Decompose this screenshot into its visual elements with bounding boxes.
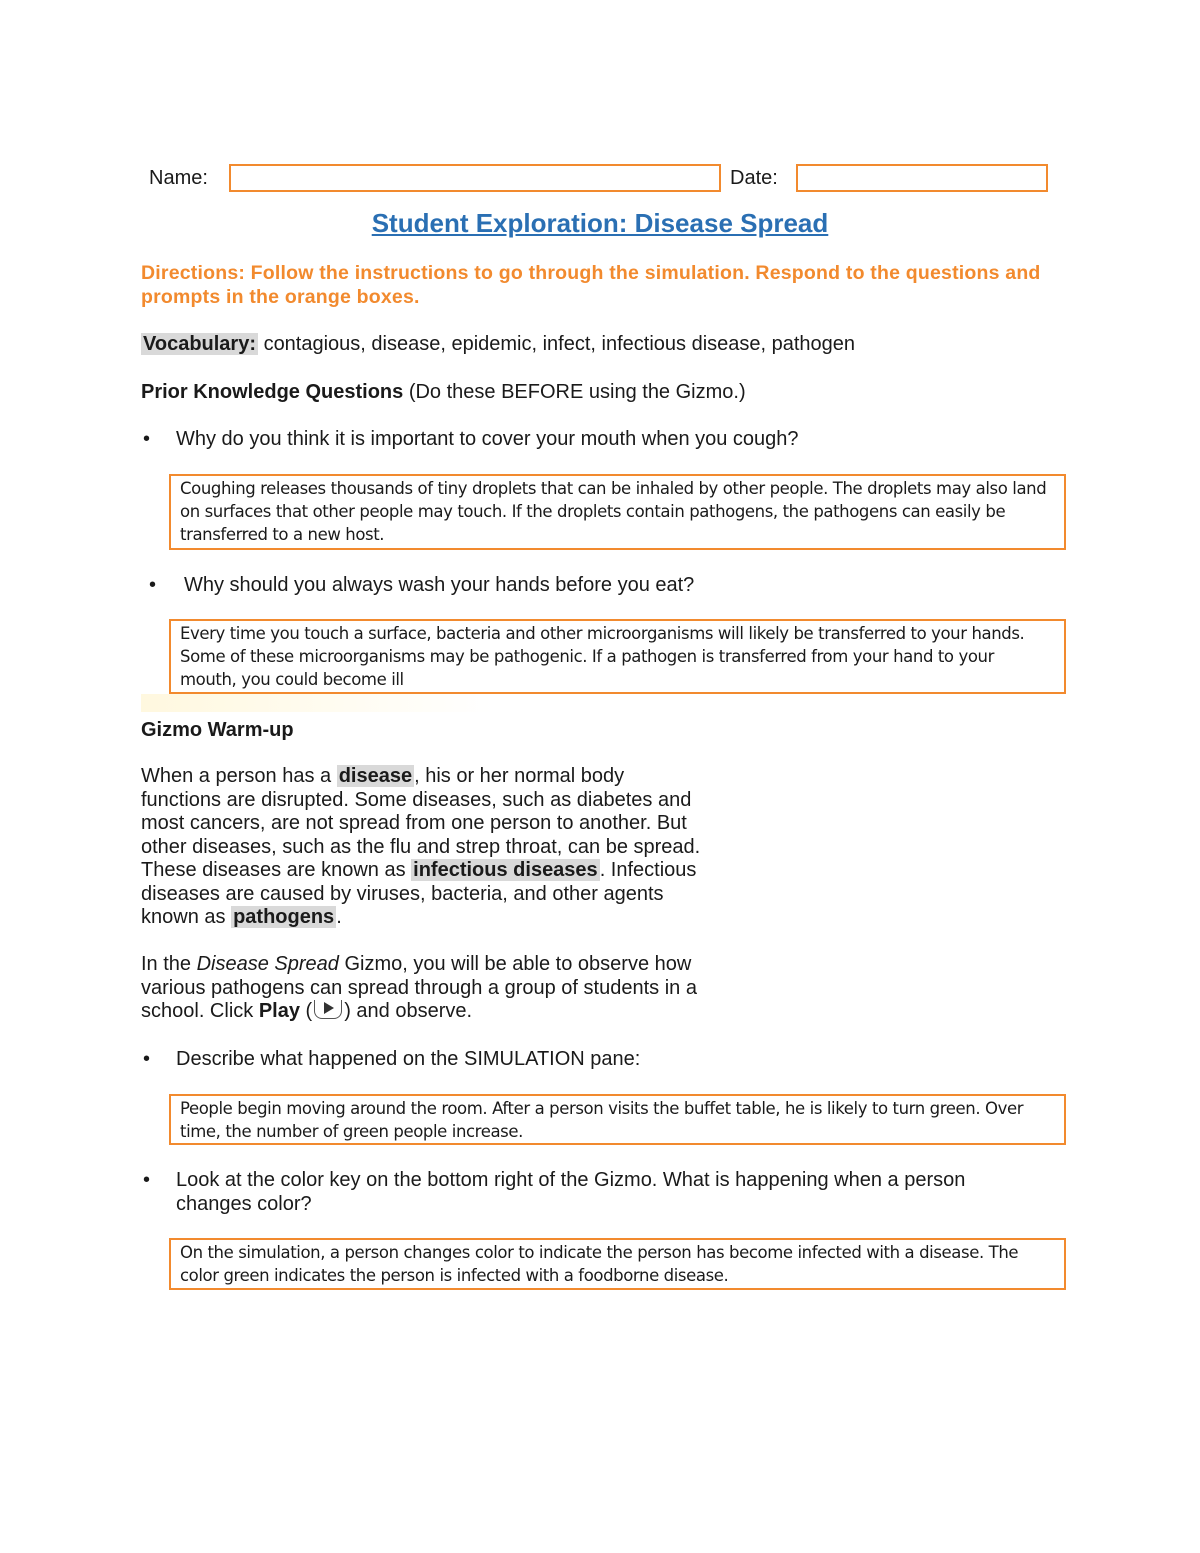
name-field[interactable] xyxy=(229,164,721,192)
faded-highlight-strip xyxy=(141,694,493,712)
gizmo-name: Disease Spread xyxy=(196,953,339,975)
bullet: • xyxy=(149,574,157,596)
date-label: Date: xyxy=(730,167,778,189)
answer-box-1[interactable]: Coughing releases thousands of tiny droplets that can be inhaled by other people. The droplets may also land on surfaces that other people may touch. If the droplets contain pathogens, the pathogens can easily be transferred to a new host. xyxy=(169,474,1066,550)
warmup-paragraph-2 xyxy=(141,953,703,1024)
question-4: Look at the color key on the bottom right of the Gizmo. What is happening when a person changes color? xyxy=(176,1169,966,1215)
date-field[interactable] xyxy=(796,164,1048,192)
warmup-text: , his or her normal body functions are disrupted. Some diseases, such as diabetes and most cancers, are not spread from one person to another. But other diseases, such as the flu and strep throat, can be spread. These diseases are known as xyxy=(141,765,701,881)
vocabulary-terms: contagious, disease, epidemic, infect, infectious disease, pathogen xyxy=(263,333,856,355)
prior-knowledge-heading xyxy=(141,381,1041,405)
bullet: • xyxy=(143,428,151,450)
directions-text: Directions: Follow the instructions to go through the simulation. Respond to the questions and prompts in the orange boxes. xyxy=(141,262,1041,308)
question-1: Why do you think it is important to cover your mouth when you cough? xyxy=(176,428,799,450)
name-label: Name: xyxy=(149,167,208,189)
warmup-heading: Gizmo Warm-up xyxy=(141,719,294,741)
prior-knowledge-title: Prior Knowledge Questions xyxy=(141,381,404,403)
warmup-text: Gizmo, you will be able to observe how various pathogens can spread through a group of students in a school. Click xyxy=(141,953,697,1022)
warmup-text: When a person has a xyxy=(141,765,337,787)
question-3: Describe what happened on the SIMULATION pane: xyxy=(176,1048,641,1070)
term-disease: disease xyxy=(338,765,413,787)
question-2: Why should you always wash your hands before you eat? xyxy=(184,574,695,596)
warmup-text: . Infectious diseases are caused by viruses, bacteria, and other agents known as xyxy=(141,859,697,928)
warmup-text: . xyxy=(336,906,342,928)
answer-box-2[interactable]: Every time you touch a surface, bacteria and other microorganisms will likely be transferred to your hands. Some of these microorganisms may be pathogenic. If a pathogen is transferred from your hand to your mouth, you could become ill xyxy=(169,619,1066,694)
bullet: • xyxy=(143,1169,151,1191)
vocabulary-line xyxy=(141,333,1041,357)
term-pathogens: pathogens xyxy=(233,906,335,928)
play-word: Play xyxy=(258,1000,300,1022)
warmup-text: In the xyxy=(141,953,197,975)
prior-knowledge-note: (Do these BEFORE using the Gizmo.) xyxy=(408,381,746,403)
warmup-text: ) and observe. xyxy=(344,1000,473,1022)
warmup-paragraph-1 xyxy=(141,765,703,930)
page-title: Student Exploration: Disease Spread xyxy=(371,208,829,238)
vocabulary-label: Vocabulary: xyxy=(143,333,256,355)
term-infectious-diseases: infectious diseases xyxy=(413,859,598,881)
answer-box-3[interactable]: People begin moving around the room. After a person visits the buffet table, he is likely to turn green. Over time, the number of green people increase. xyxy=(169,1094,1066,1145)
bullet: • xyxy=(143,1048,151,1070)
warmup-text: ( xyxy=(299,1000,313,1022)
play-icon xyxy=(314,1000,342,1019)
answer-box-4[interactable]: On the simulation, a person changes color to indicate the person has become infected with a disease. The color green indicates the person is infected with a foodborne disease. xyxy=(169,1238,1066,1290)
